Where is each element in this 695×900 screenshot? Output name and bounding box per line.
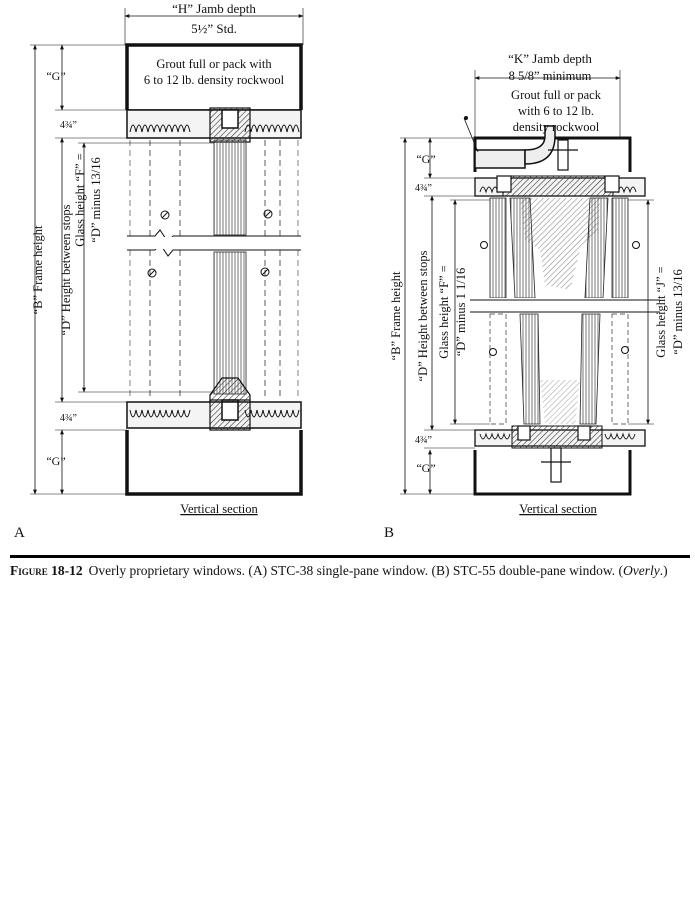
panel-b-grout-note-2: with 6 to 12 lb. xyxy=(517,104,595,118)
panel-a-glass-formula: “D” minus 13/16 xyxy=(89,157,103,243)
panel-b-frame-height: “B” Frame height xyxy=(389,271,403,361)
caption-source: Overly xyxy=(623,563,660,578)
panel-a-section-label: Vertical section xyxy=(180,502,258,516)
panel-b-letter: B xyxy=(384,525,395,541)
panel-b-g-top: “G” xyxy=(416,152,436,166)
panel-a-g-top: “G” xyxy=(46,69,66,83)
panel-b-grout-note-3: density rockwool xyxy=(512,120,600,134)
caption-end: .) xyxy=(659,563,668,578)
panel-a-three-quarter-bottom: 4¾” xyxy=(60,413,77,424)
caption-rule xyxy=(10,555,690,558)
figure-number: Figure 18-12 xyxy=(10,563,83,578)
panel-a-jamb-depth-label: “H” Jamb depth xyxy=(172,1,256,16)
panel-a-drawing xyxy=(14,1,303,541)
panel-b-g-bottom: “G” xyxy=(416,461,436,475)
caption-text: Overly proprietary windows. (A) STC-38 single-pane window. (B) STC-55 double-pane window. ( xyxy=(88,563,624,578)
panel-b-jamb-depth-value: 8 5/8” minimum xyxy=(508,69,592,83)
panel-b-three-quarter-top: 4¾” xyxy=(415,183,432,194)
panel-a-grout-note-2: 6 to 12 lb. density rockwool xyxy=(143,73,285,87)
figure-caption xyxy=(10,561,690,580)
panel-a-glass-height: Glass height “F” = xyxy=(73,153,87,247)
panel-b-section-label: Vertical section xyxy=(519,502,597,516)
panel-b-three-quarter-bottom: 4¾” xyxy=(415,435,432,446)
panel-b-grout-note-1: Grout full or pack xyxy=(511,88,601,102)
panel-a-three-quarter-top: 4¾” xyxy=(60,120,77,131)
panel-b-height-between-stops: “D” Height between stops xyxy=(416,250,430,382)
panel-b-glass-height-f: Glass height “F” = xyxy=(437,265,451,359)
panel-a-grout-note-1: Grout full or pack with xyxy=(156,57,272,71)
panel-a-letter: A xyxy=(14,525,25,541)
panel-b-glass-height-j: Glass height “J” = xyxy=(654,266,668,358)
panel-a-jamb-depth-value: 5½” Std. xyxy=(191,21,237,36)
panel-a-g-bottom: “G” xyxy=(46,454,66,468)
panel-a-frame-height: “B” Frame height xyxy=(31,225,45,315)
panel-a-height-between-stops: “D” Height between stops xyxy=(59,204,73,336)
panel-b-glass-formula-f: “D” minus 1 1/16 xyxy=(454,267,468,357)
panel-b-drawing xyxy=(384,51,685,541)
panel-b-glass-formula-j: “D” minus 13/16 xyxy=(671,269,685,355)
panel-b-jamb-depth-label: “K” Jamb depth xyxy=(508,51,592,66)
